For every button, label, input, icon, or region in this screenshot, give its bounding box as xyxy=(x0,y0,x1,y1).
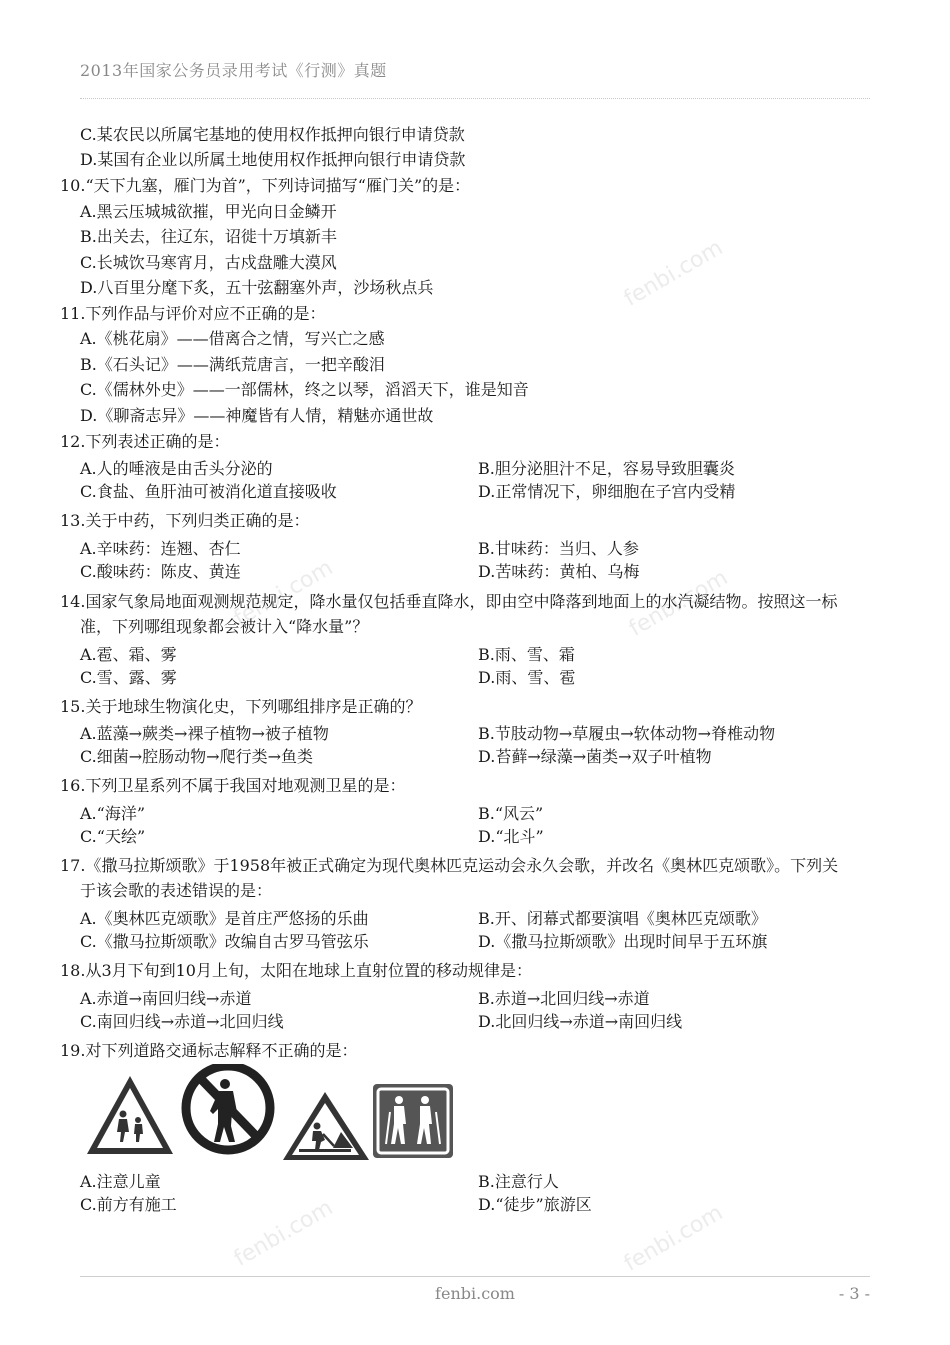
question-18-option-d: D.北回归线→赤道→南回归线 xyxy=(478,1012,683,1031)
question-10-option-a: A.黑云压城城欲摧，甲光向日金鳞开 xyxy=(80,202,337,221)
hiking-area-sign xyxy=(373,1084,453,1158)
question-14-stem: 14.国家气象局地面观测规范规定，降水量仅包括垂直降水，即由空中降落到地面上的水汽凝结物。按照这一标 xyxy=(60,592,838,611)
question-19-option-c: C.前方有施工 xyxy=(80,1195,177,1214)
question-12-option-b: B.胆分泌胆汁不足，容易导致胆囊炎 xyxy=(478,459,735,478)
question-12-option-a: A.人的唾液是由舌头分泌的 xyxy=(80,459,273,478)
question-10-option-d: D.八百里分麾下炙，五十弦翻塞外声，沙场秋点兵 xyxy=(80,278,434,297)
question-17-option-a: A.《奥林匹克颂歌》是首庄严悠扬的乐曲 xyxy=(80,909,369,928)
question-10-option-c: C.长城饮马寒宵月，古戍盘雕大漠风 xyxy=(80,253,337,272)
question-14-option-d: D.雨、雪、雹 xyxy=(478,668,576,687)
children-crossing-warning-sign xyxy=(87,1076,173,1154)
question-18-option-b: B.赤道→北回归线→赤道 xyxy=(478,989,650,1008)
question-15-stem: 15.关于地球生物演化史，下列哪组排序是正确的？ xyxy=(60,697,422,716)
page-header-title: 2013年国家公务员录用考试《行测》真题 xyxy=(80,61,387,80)
watermark: fenbi.com xyxy=(230,1195,338,1272)
question-17-stem: 17.《撒马拉斯颂歌》于1958年被正式确定为现代奥林匹克运动会永久会歌，并改名《奥林匹克颂歌》。下列关 xyxy=(60,856,839,875)
question-18-stem: 18.从3月下旬到10月上旬，太阳在地球上直射位置的移动规律是： xyxy=(60,961,532,980)
watermark: fenbi.com xyxy=(620,235,728,312)
question-11-option-d: D.《聊斋志异》——神魔皆有人情，精魅亦通世故 xyxy=(80,406,434,425)
question-11-option-c: C.《儒林外史》——一部儒林，终之以琴，滔滔天下，谁是知音 xyxy=(80,380,529,399)
question-16-option-b: B.“风云” xyxy=(478,804,544,823)
question-12-option-d: D.正常情况下，卵细胞在子宫内受精 xyxy=(478,482,736,501)
question-16-option-c: C.“天绘” xyxy=(80,827,146,846)
question-15-option-b: B.节肢动物→草履虫→软体动物→脊椎动物 xyxy=(478,724,776,743)
question-12-stem: 12.下列表述正确的是： xyxy=(60,432,230,451)
traffic-signs-figure xyxy=(85,1064,465,1164)
footer-divider xyxy=(80,1276,870,1277)
question-11-option-b: B.《石头记》——满纸荒唐言，一把辛酸泪 xyxy=(80,355,385,374)
question-14-option-c: C.雪、露、雾 xyxy=(80,668,177,687)
question-18-option-c: C.南回归线→赤道→北回归线 xyxy=(80,1012,284,1031)
watermark: fenbi.com xyxy=(230,555,338,632)
question-10-option-b: B.出关去，往辽东，诏徙十万填新丰 xyxy=(80,227,337,246)
watermark: fenbi.com xyxy=(625,565,733,642)
question-14-option-b: B.雨、雪、霜 xyxy=(478,645,575,664)
question-16-stem: 16.下列卫星系列不属于我国对地观测卫星的是： xyxy=(60,776,406,795)
question-14-stem-cont: 准，下列哪组现象都会被计入“降水量”？ xyxy=(80,617,369,636)
option-text: C.某农民以所属宅基地的使用权作抵押向银行申请贷款 xyxy=(80,125,465,144)
question-17-option-b: B.开、闭幕式都要演唱《奥林匹克颂歌》 xyxy=(478,909,767,928)
page-number: - 3 - xyxy=(838,1284,870,1303)
question-12-option-c: C.食盐、鱼肝油可被消化道直接吸收 xyxy=(80,482,337,501)
option-text: D.某国有企业以所属土地使用权作抵押向银行申请贷款 xyxy=(80,150,466,169)
question-13-stem: 13.关于中药，下列归类正确的是： xyxy=(60,511,310,530)
footer-site: fenbi.com xyxy=(435,1284,515,1303)
road-works-sign xyxy=(283,1092,369,1160)
question-19-option-b: B.注意行人 xyxy=(478,1172,559,1191)
question-19-stem: 19.对下列道路交通标志解释不正确的是： xyxy=(60,1041,358,1060)
question-13-option-a: A.辛味药：连翘、杏仁 xyxy=(80,539,241,558)
question-19-option-a: A.注意儿童 xyxy=(80,1172,161,1191)
question-15-option-c: C.细菌→腔肠动物→爬行类→鱼类 xyxy=(80,747,313,766)
question-17-option-c: C.《撒马拉斯颂歌》改编自古罗马管弦乐 xyxy=(80,932,369,951)
question-17-stem-cont: 于该会歌的表述错误的是： xyxy=(80,881,273,900)
question-13-option-b: B.甘味药：当归、人参 xyxy=(478,539,639,558)
question-15-option-d: D.苔藓→绿藻→菌类→双子叶植物 xyxy=(478,747,712,766)
question-18-option-a: A.赤道→南回归线→赤道 xyxy=(80,989,252,1008)
watermark: fenbi.com xyxy=(620,1200,728,1277)
header-divider xyxy=(80,98,870,99)
question-10-stem: 10.“天下九塞，雁门为首”，下列诗词描写“雁门关”的是： xyxy=(60,176,471,195)
question-19-option-d: D.“徒步”旅游区 xyxy=(478,1195,592,1214)
question-13-option-d: D.苦味药：黄柏、乌梅 xyxy=(478,562,640,581)
question-17-option-d: D.《撒马拉斯颂歌》出现时间早于五环旗 xyxy=(478,932,768,951)
question-15-option-a: A.蓝藻→蕨类→裸子植物→被子植物 xyxy=(80,724,329,743)
question-11-stem: 11.下列作品与评价对应不正确的是： xyxy=(60,304,326,323)
question-13-option-c: C.酸味药：陈皮、黄连 xyxy=(80,562,241,581)
no-pedestrians-sign xyxy=(186,1066,270,1150)
question-16-option-d: D.“北斗” xyxy=(478,827,544,846)
question-16-option-a: A.“海洋” xyxy=(80,804,146,823)
question-14-option-a: A.雹、霜、雾 xyxy=(80,645,177,664)
question-11-option-a: A.《桃花扇》——借离合之情，写兴亡之感 xyxy=(80,329,385,348)
